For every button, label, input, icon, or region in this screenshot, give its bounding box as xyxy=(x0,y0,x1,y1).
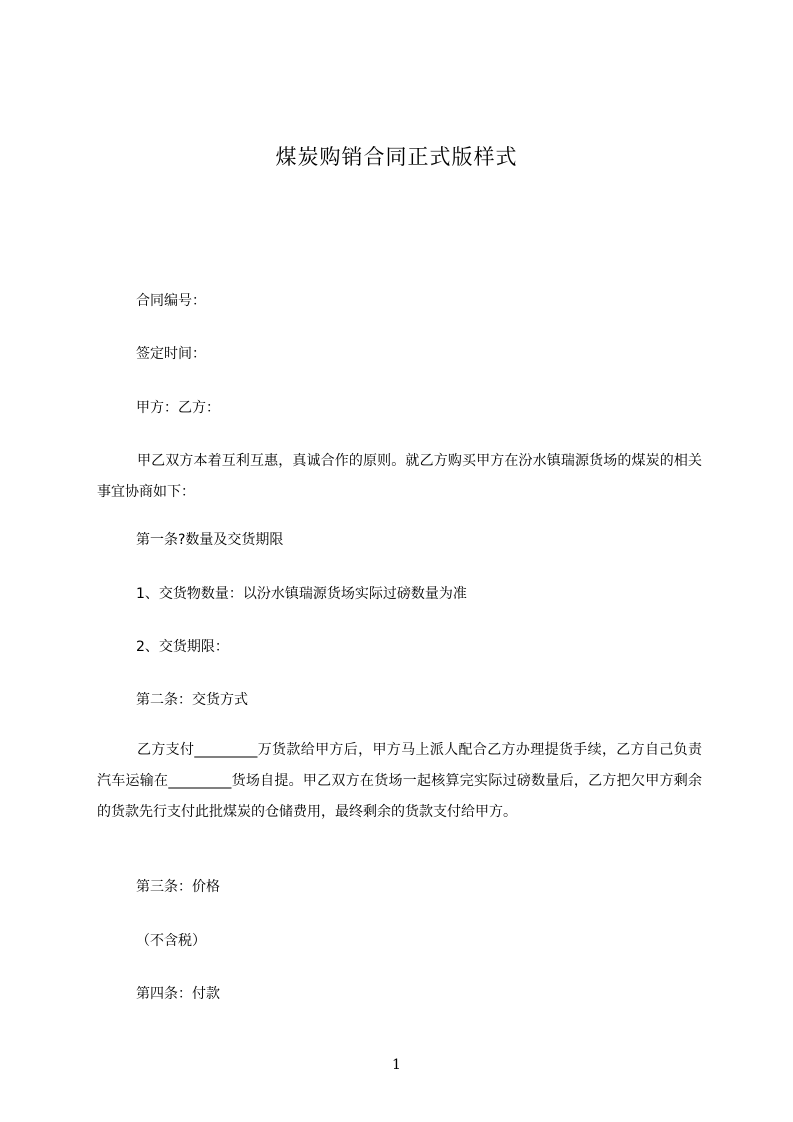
parties-label: 甲方：乙方： xyxy=(136,400,220,416)
article3-heading: 第三条：价格 xyxy=(136,879,220,895)
contract-number-label: 合同编号： xyxy=(136,293,206,309)
intro-paragraph: 甲乙双方本着互利互惠，真诚合作的原则。就乙方购买甲方在汾水镇瑞源货场的煤炭的相关事宜协商如下： xyxy=(97,453,702,500)
article4-heading: 第四条：付款 xyxy=(136,986,220,1002)
signing-time-label: 签定时间： xyxy=(136,346,206,362)
document-title: 煤炭购销合同正式版样式 xyxy=(275,145,518,169)
article1-item2: 2、交货期限： xyxy=(136,639,229,655)
article3-note: （不含税） xyxy=(136,933,206,949)
article2-paragraph: 乙方支付_________万货款给甲方后，甲方马上派人配合乙方办理提货手续，乙方自己负责汽车运输在_________货场自提。甲乙双方在货场一起核算完实际过磅数量后，乙方把欠甲方剩余的货款先行支付此批煤炭的仓储费用，最终剩余的货款支付给甲方。 xyxy=(97,742,702,820)
article1-item1: 1、交货物数量：以汾水镇瑞源货场实际过磅数量为准 xyxy=(136,586,467,602)
article2-heading: 第二条：交货方式 xyxy=(136,692,248,708)
article1-heading: 第一条?数量及交货期限 xyxy=(136,532,284,548)
page-number: 1 xyxy=(392,1057,401,1073)
